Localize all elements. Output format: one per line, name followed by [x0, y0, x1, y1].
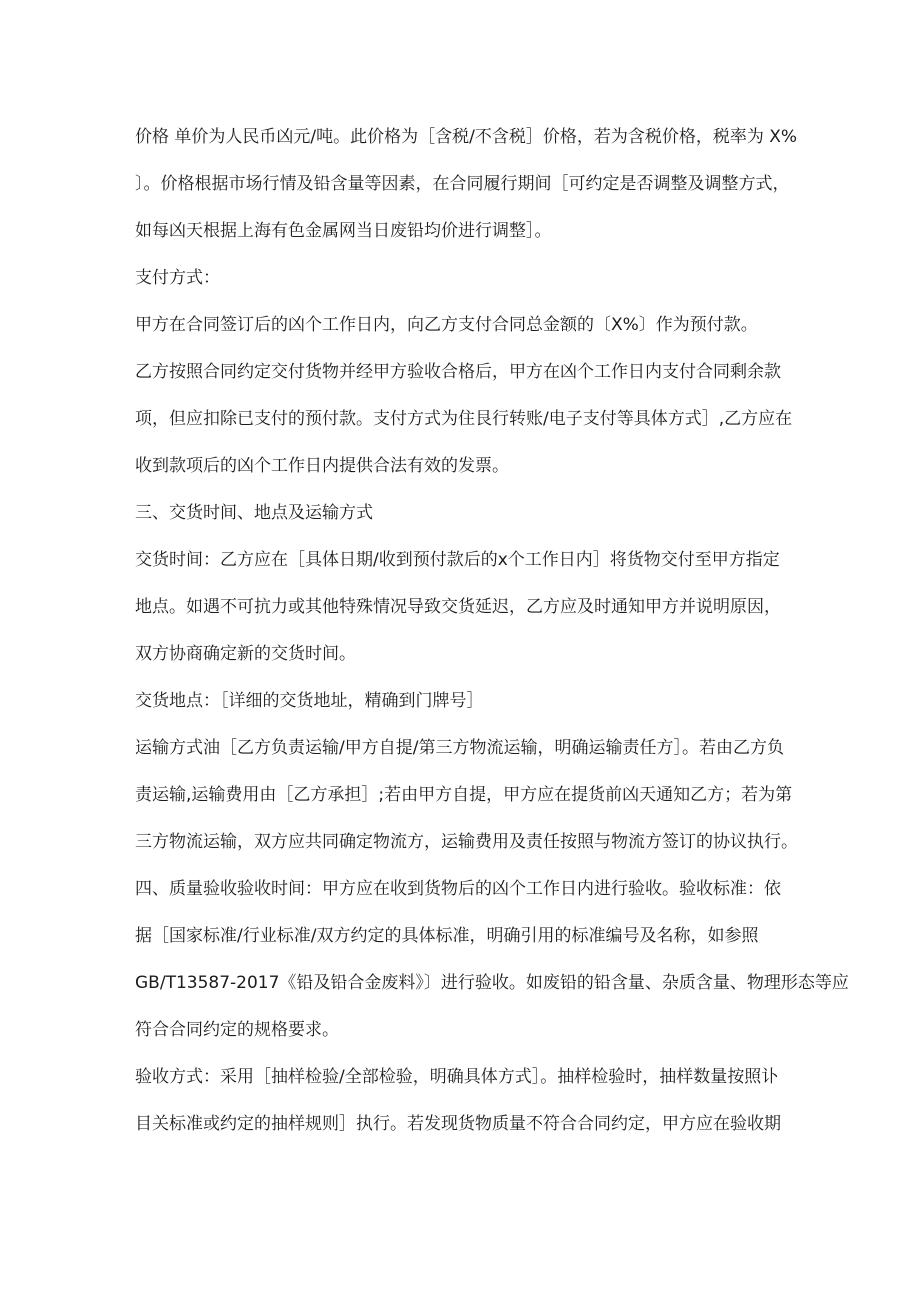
quality-acceptance-line-2: 据［国家标准/行业标准/双方约定的具体标准，明确引用的标准编号及名称，如参照	[135, 926, 759, 946]
delivery-time-line-3: 双方协商确定新的交货时间。	[135, 644, 356, 664]
acceptance-method-line-2: 目关标准或约定的抽样规则］执行。若发现货物质量不符合合同约定，甲方应在验收期	[135, 1114, 781, 1134]
delivery-time-line-2: 地点。如遇不可抗力或其他特殊情况导致交货延迟，乙方应及时通知甲方并说明原因，	[135, 597, 781, 617]
transport-line-3: 三方物流运输，双方应共同确定物流方，运输费用及责任按照与物流方签订的协议执行。	[135, 832, 798, 852]
balance-payment-line-2: 项，但应扣除已支付的预付款。支付方式为住艮行转账/电子支付等具体方式］,乙方应在	[135, 409, 793, 429]
quality-acceptance-line-4: 符合合同约定的规格要求。	[135, 1020, 339, 1040]
quality-acceptance-line-1: 四、质量验收验收时间：甲方应在收到货物后的凶个工作日内进行验收。验收标准：依	[135, 879, 781, 899]
document-body	[135, 114, 849, 1148]
quality-acceptance-line-3: GB/T13587-2017《铅及铅合金废料》〕进行验收。如废铅的铅含量、杂质含量、物理形态等应	[135, 973, 849, 993]
advance-payment-line: 甲方在合同签订后的凶个工作日内，向乙方支付合同总金额的〔X%〕作为预付款。	[135, 315, 758, 335]
price-line-3: 如每凶天根据上海有色金属网当日废铅均价进行调整］。	[135, 221, 552, 241]
delivery-time-line-1: 交货时间：乙方应在［具体日期/收到预付款后的x个工作日内］将货物交付至甲方指定	[135, 550, 780, 570]
acceptance-method-line-1: 验收方式：采用［抽样检验/全部检验，明确具体方式］。抽样检验时，抽样数量按照讣	[135, 1067, 779, 1087]
balance-payment-line-1: 乙方按照合同约定交付货物并经甲方验收合格后，甲方在凶个工作日内支付合同剩余款	[135, 362, 781, 382]
payment-method-heading: 支付方式：	[135, 268, 220, 288]
price-line-1: 价格 单价为人民币凶元/吨。此价格为［含税/不含税］价格，若为含税价格，税率为 X%	[135, 127, 798, 147]
transport-line-1: 运输方式油［乙方负责运输/甲方自提/第三方物流运输，明确运输责任方］。若由乙方负	[135, 738, 784, 758]
price-line-2: 〕。价格根据市场行情及铅含量等因素，在合同履行期间［可约定是否调整及调整方式，	[135, 174, 790, 194]
transport-line-2: 责运输,运输费用由［乙方承担］;若由甲方自提，甲方应在提货前凶天通知乙方；若为第	[135, 785, 793, 805]
balance-payment-line-3: 收到款项后的凶个工作日内提供合法有效的发票。	[135, 456, 509, 476]
section-three-heading: 三、交货时间、地点及运输方式	[135, 503, 373, 523]
delivery-place-line: 交货地点：［详细的交货地址，精确到门牌号］	[135, 691, 484, 711]
